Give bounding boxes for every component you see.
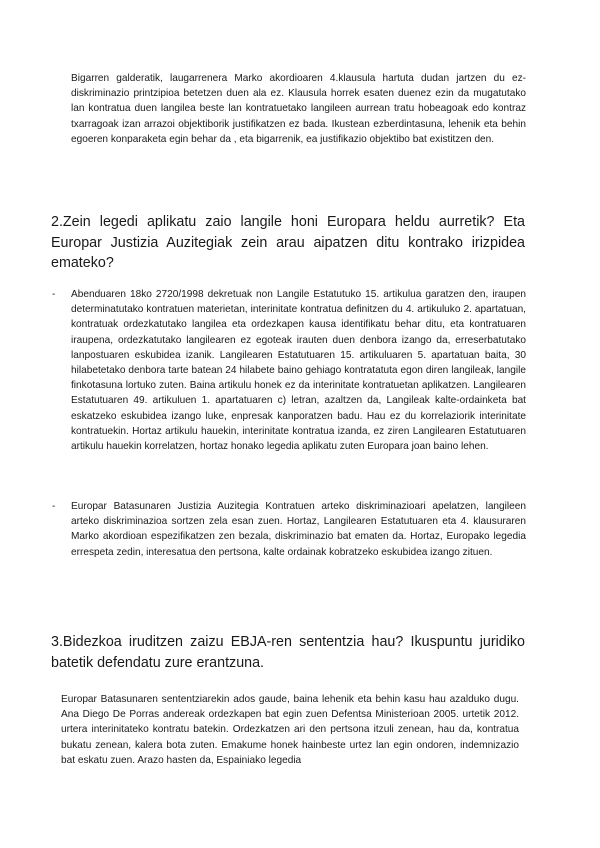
question-3-heading: 3.Bidezkoa iruditzen zaizu EBJA-ren sententzia hau? Ikuspuntu juridiko batetik defendatu zure erantzuna.: [51, 634, 525, 671]
question-3-answer: Europar Batasunaren sententziarekin ados gaude, baina lehenik eta behin kasu hau azalduko dugu. Ana Diego De Porras andereak ordezkapen bat egin zuen Defentsa Ministerioan 2005. urtetik 2012. urtera interinitateko kontratu batekin. Ordezkatzen ari den pertsona itzuli zenean, hau da, kontratua bukatu zenean, kalera bota zuten. Emakume honek hainbeste urtez lan egin ondoren, indemnizazio bat eskatu zuen. Arazo hasten da, Espainiako legedia: [61, 694, 519, 766]
question-2-heading: 2.Zein legedi aplikatu zaio langile honi Europara heldu aurretik? Eta Europar Justizia Auzitegiak zein arau aipatzen ditu kontrako irizpidea emateko?: [51, 214, 525, 271]
bullet-marker: -: [52, 501, 56, 512]
bullet-paragraph-2: Europar Batasunaren Justizia Auzitegia Kontratuen arteko diskriminazioari apelatzen, langileen arteko diskriminazioa sortzen zela esan zuen. Hortaz, Langilearen Estatutuaren eta 4. klausuraren Marko akordioan espezifikatzen zen bezala, diskriminazio bat ematen da. Hortaz, Europako legedia errespeta zedin, interesatua den pertsona, kalte ordainak kobratzeko eskubidea izango zituen.: [71, 501, 526, 558]
bullet-marker: -: [52, 289, 56, 300]
bullet-paragraph-1: Abenduaren 18ko 2720/1998 dekretuak non Langile Estatutuko 15. artikulua garatzen den, iraupen determinatutako kontratuen materietan, interinitate kontratua definitzen du 4. artikuluko 2. apartatuan, kontratuak ordezkatutako langilea eta ordezkapen kausa identifikatu behar ditu, eta kontratuaren iraupena, ordezkatutako langilearen ez egoteak irauten duen denbora izango da, erreserbatutako lanpostuaren eskubidea izanik. Langilearen Estatutuaren 15. artikuluaren 5. apartatuan baita, 30 hilabetetako denbora tarte batean 24 hilabete baino gehiago kontratatuta egon diren langileak, langile finkotasuna lortuko zuten. Baina artikulu honek ez da interinitate kontratuetan aplikatzen. Langilearen Estatutuaren 49. artikuluen 1. apartatuaren c) letran, azaltzen da, Langileak kalte-ordainketa bat eskatzeko eskubidea izango luke, enpresak kanporatzen badu. Hau ez du korrelaziorik interinitate kontratuekin. Hortaz artikulu hauekin, interinitate kontratua izanda, ez ziren Langilearen Estatutuaren artikulu hauekin korrelatzen, hortaz honako legedia aplikatu zuten Europara joan baino lehen.: [71, 289, 526, 453]
intro-paragraph: Bigarren galderatik, laugarrenera Marko akordioaren 4.klausula hartuta dudan jartzen du ez-diskriminazio printzipioa betetzen duen ala ez. Klausula horrek esaten duenez ezin da mugatutako lan kontratua duen langilea beste lan kontratuetako langileen aurrean tratu hobeagoak edo kontraz txarragoak izan arrazoi objektiborik justifikatzen ez bada. Ikustean ezberdintasuna, lehenik eta behin egoeren konparaketa egin behar da , eta bigarrenik, ea justifikazio objektibo bat existitzen den.: [71, 73, 526, 145]
